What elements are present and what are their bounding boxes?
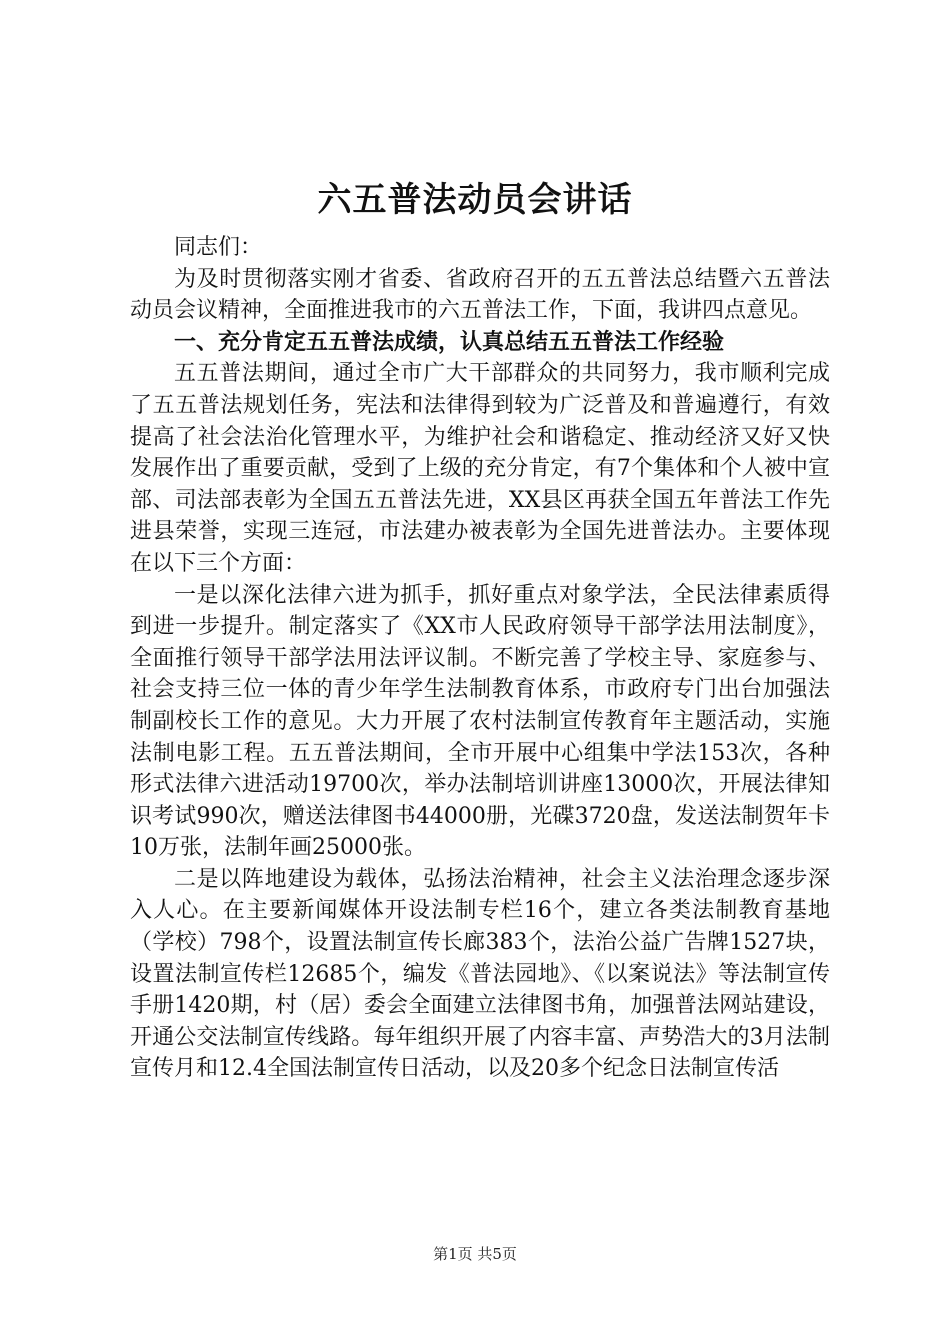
body-paragraph: 二是以阵地建设为载体，弘扬法治精神，社会主义法治理念逐步深入人心。在主要新闻媒体开设法制专栏16个，建立各类法制教育基地（学校）798个，设置法制宣传长廊383个，法治公益广告牌1527块，设置法制宣传栏12685个，编发《普法园地》、《以案说法》等法制宣传手册1420期，村（居）委会全面建立法律图书角，加强普法网站建设，开通公交法制宣传线路。每年组织开展了内容丰富、声势浩大的3月法制宣传月和12.4全国法制宣传日活动，以及20多个纪念日法制宣传活 xyxy=(130,866,830,1082)
document-body xyxy=(130,232,830,1085)
intro-paragraph: 为及时贯彻落实刚才省委、省政府召开的五五普法总结暨六五普法动员会议精神，全面推进我市的六五普法工作，下面，我讲四点意见。 xyxy=(130,266,830,324)
salutation-paragraph: 同志们： xyxy=(174,235,263,260)
section-heading-1: 一、充分肯定五五普法成绩，认真总结五五普法工作经验 xyxy=(174,328,725,355)
body-paragraph: 一是以深化法律六进为抓手，抓好重点对象学法，全民法律素质得到进一步提升。制定落实了《XX市人民政府领导干部学法用法制度》，全面推行领导干部学法用法评议制。不断完善了学校主导、家庭参与、社会支持三位一体的青少年学生法制教育体系，市政府专门出台加强法制副校长工作的意见。大力开展了农村法制宣传教育年主题活动，实施法制电影工程。五五普法期间，全市开展中心组集中学法153次，各种形式法律六进活动19700次，举办法制培训讲座13000次，开展法律知识考试990次，赠送法律图书44000册，光碟3720盘，发送法制贺年卡10万张，法制年画25000张。 xyxy=(130,582,830,861)
page-number-footer: 第1页 共5页 xyxy=(433,1245,517,1263)
body-paragraph: 五五普法期间，通过全市广大干部群众的共同努力，我市顺利完成了五五普法规划任务，宪法和法律得到较为广泛普及和普遍遵行，有效提高了社会法治化管理水平，为维护社会和谐稳定、推动经济又好又快发展作出了重要贡献，受到了上级的充分肯定，有7个集体和个人被中宣部、司法部表彰为全国五五普法先进，XX县区再获全国五年普法工作先进县荣誉，实现三连冠，市法建办被表彰为全国先进普法办。主要体现在以下三个方面： xyxy=(130,361,830,576)
document-title: 六五普法动员会讲话 xyxy=(317,180,633,220)
